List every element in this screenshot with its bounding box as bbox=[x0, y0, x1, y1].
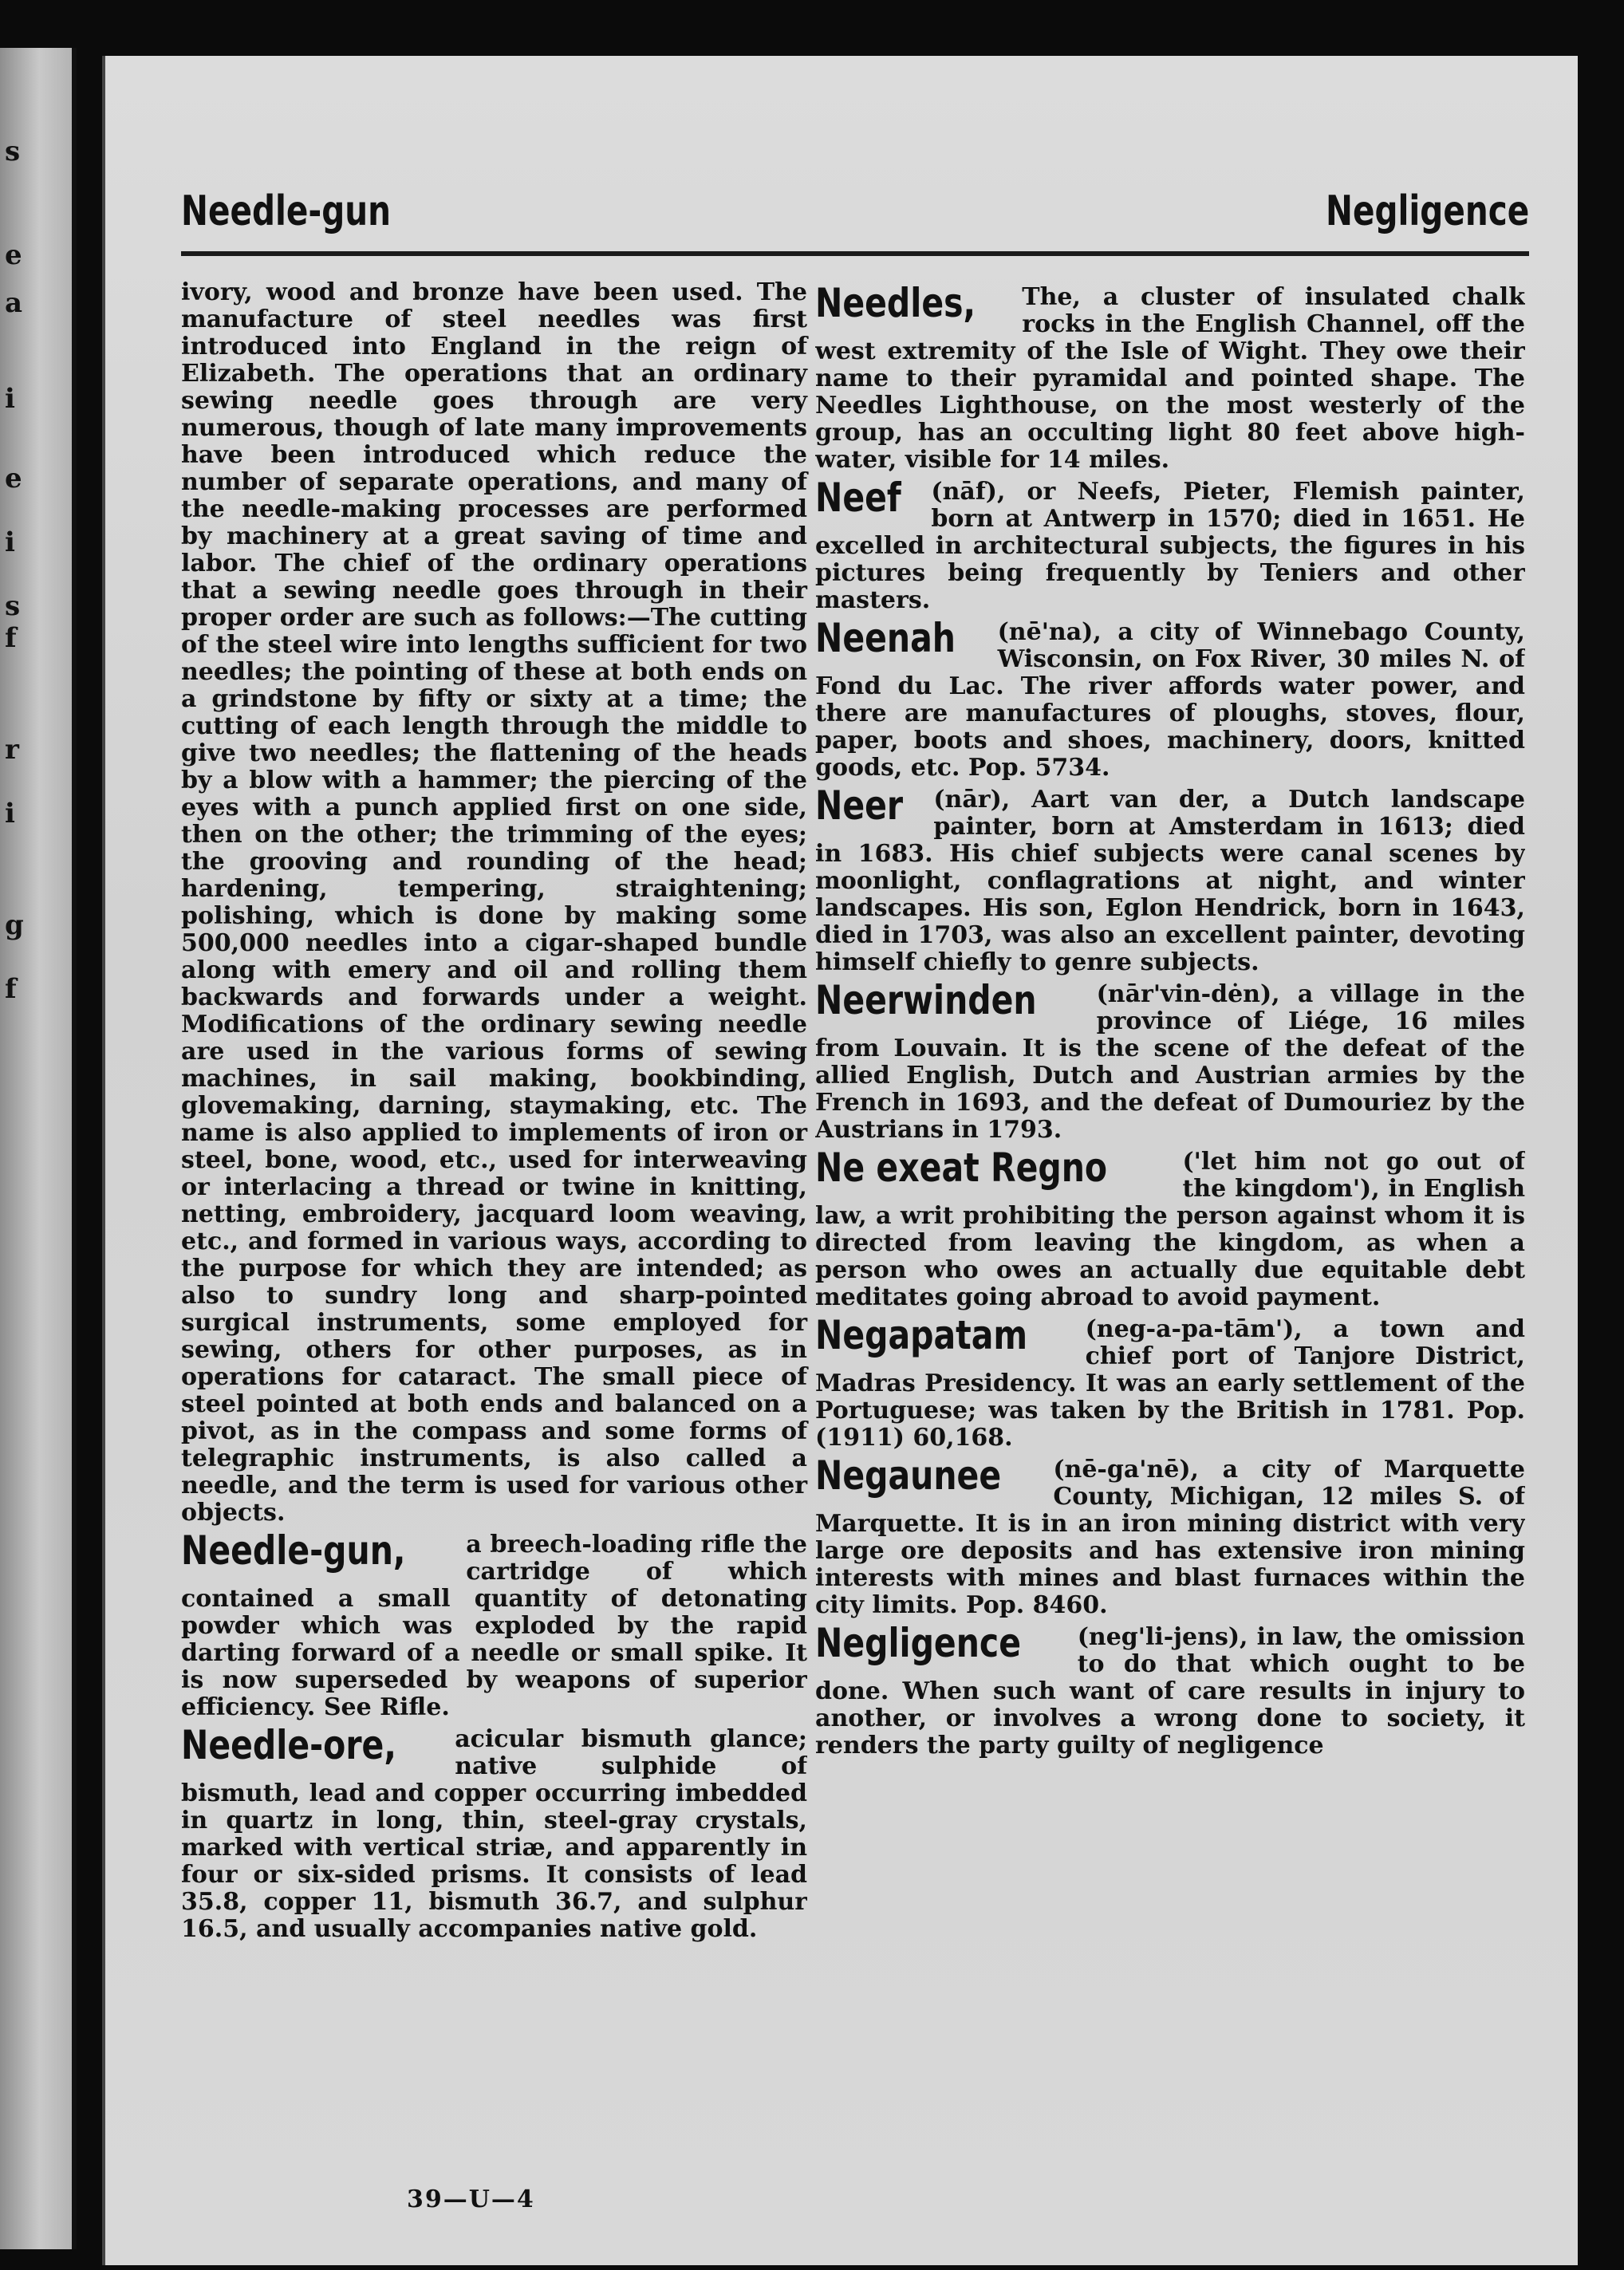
facing-page-fragment: s bbox=[5, 136, 21, 167]
entry-headword: Negapatam bbox=[815, 1316, 1028, 1358]
page-header bbox=[181, 132, 1529, 235]
entry-headword: Neenah bbox=[815, 619, 956, 661]
dictionary-page bbox=[102, 56, 1578, 2265]
header-first-word: Needle-gun bbox=[181, 187, 392, 235]
entry-negligence bbox=[815, 1624, 1525, 1760]
entry-headword: Needle-gun, bbox=[181, 1531, 406, 1574]
entry-headword: Neef bbox=[815, 479, 901, 521]
facing-page-fragment: f bbox=[5, 622, 17, 654]
entry-neef bbox=[815, 479, 1525, 614]
entry-neer bbox=[815, 786, 1525, 976]
header-last-word: Negligence bbox=[1325, 187, 1529, 235]
entry-neerwinden bbox=[815, 981, 1525, 1144]
entry-text: (nār'vin-dėn), a village in the province of Liége, 16 miles from Louvain. It is the scene of the defeat of the allied English, Dutch and Austrian armies by the French in 1693, and the defeat of Dumouriez by the Austrians in 1793. bbox=[815, 981, 1525, 1144]
entry-ne-exeat-regno bbox=[815, 1149, 1525, 1311]
entry-text: The, a cluster of insulated chalk rocks in the English Channel, off the west extremity of the Isle of Wight. They owe their name to their pyramidal and pointed shape. The Needles Lighthouse, on the most westerly of the group, has an occulting light 80 feet above high-water, visible for 14 miles. bbox=[815, 284, 1525, 474]
entry-negaunee bbox=[815, 1456, 1525, 1619]
entry-text: acicular bismuth glance; native sulphide of bismuth, lead and copper occurring imbedded in quartz in long, thin, steel-gray crystals, marked with vertical striæ, and apparently in four or six-sided prisms. It consists of lead 35.8, copper 11, bismuth 36.7, and sulphur 16.5, and usually accompanies native gold. bbox=[181, 1726, 807, 1943]
entry-headword: Needles, bbox=[815, 284, 976, 326]
facing-page-fragment: f bbox=[5, 973, 17, 1005]
entry-text: (neg-a-pa-tām'), a town and chief port of Tanjore District, Madras Presidency. It was an early settlement of the Portuguese; was taken by the British in 1781. Pop. (1911) 60,168. bbox=[815, 1316, 1525, 1452]
continued-entry-text: ivory, wood and bronze have been used. The manufacture of steel needles was first introduced into England in the reign of Elizabeth. The operations that an ordinary sewing needle goes through are very numerous, though of late many improvements have been introduced which reduce the number of separate operations, and many of the needle-making processes are performed by machinery at a great saving of time and labor. The chief of the ordinary operations that a sewing needle goes through in their proper order are such as follows:—The cutting of the steel wire into lengths sufficient for two needles; the pointing of these at both ends on a grindstone by fifty or sixty at a time; the cutting of each length through the middle to give two needles; the flattening of the heads by a blow with a hammer; the piercing of the eyes with a punch applied first on one side, then on the other; the trimming of the eyes; the grooving and rounding of the head; hardening, tempering, straightening; polishing, which is done by making some 500,000 needles into a cigar-shaped bundle along with emery and oil and rolling them backwards and forwards under a weight. Modifications of the ordinary sewing needle are used in the various forms of sewing machines, in sail making, bookbinding, glovemaking, darning, staymaking, etc. The name is also applied to implements of iron or steel, bone, wood, etc., used for interweaving or interlacing a thread or twine in knitting, netting, embroidery, jacquard loom weaving, etc., and formed in various ways, according to the purpose for which they are intended; as also to sundry long and sharp-pointed surgical instruments, some employed for sewing, others for other purposes, as in operations for cataract. The small piece of steel pointed at both ends and balanced on a pivot, as in the compass and some forms of telegraphic instruments, is also called a needle, and the term is used for various other objects. bbox=[181, 278, 807, 1527]
facing-page-edge bbox=[0, 48, 77, 2249]
facing-page-fragment: e bbox=[5, 463, 22, 495]
entry-text: (nē'na), a city of Winnebago County, Wisconsin, on Fox River, 30 miles N. of Fond du Lac. The river affords water power, and there are manufactures of ploughs, stoves, flour, paper, boots and shoes, machinery, doors, knitted goods, etc. Pop. 5734. bbox=[815, 619, 1525, 782]
entry-headword: Negaunee bbox=[815, 1456, 1002, 1499]
facing-page-fragment: g bbox=[5, 909, 24, 941]
entry-headword: Negligence bbox=[815, 1624, 1022, 1666]
facing-page-fragment: i bbox=[5, 526, 15, 558]
printer-signature-mark: 39—U—4 bbox=[407, 2185, 535, 2213]
entry-headword: Needle-ore, bbox=[181, 1726, 396, 1768]
entry-text: a breech-loading rifle the cartridge of which contained a small quantity of detonating powder which was exploded by the rapid darting forward of a needle or small spike. It is now superseded by weapons of superior efficiency. See Rifle. bbox=[181, 1531, 807, 1721]
entry-needle-ore bbox=[181, 1726, 807, 1943]
entry-needle-gun bbox=[181, 1531, 807, 1721]
entry-needles bbox=[815, 284, 1525, 474]
facing-page-fragment: i bbox=[5, 383, 15, 415]
entry-headword: Ne exeat Regno bbox=[815, 1149, 1108, 1191]
entry-text: (neg'li-jens), in law, the omission to do that which ought to be done. When such want of care results in injury to another, or involves a wrong done to society, it renders the party guilty of negligence bbox=[815, 1624, 1525, 1760]
left-column bbox=[181, 279, 807, 1946]
entry-headword: Neer bbox=[815, 786, 904, 829]
facing-page-fragment: i bbox=[5, 798, 15, 830]
entry-text: ('let him not go out of the kingdom'), in English law, a writ prohibiting the person against whom it is directed from leaving the kingdom, as when a person who owes an actually due equitable debt meditates going abroad to avoid payment. bbox=[815, 1149, 1525, 1311]
facing-page-fragment: r bbox=[5, 734, 19, 766]
entry-negapatam bbox=[815, 1316, 1525, 1452]
right-column bbox=[815, 279, 1525, 1763]
header-rule bbox=[181, 251, 1529, 256]
entry-text: (nē-ga'nē), a city of Marquette County, Michigan, 12 miles S. of Marquette. It is in an iron mining district with very large ore deposits and has extensive iron mining interests with mines and blast furnaces within the city limits. Pop. 8460. bbox=[815, 1456, 1525, 1619]
facing-page-fragment: s bbox=[5, 590, 21, 622]
entry-headword: Neerwinden bbox=[815, 981, 1037, 1023]
entry-text: (nār), Aart van der, a Dutch landscape painter, born at Amsterdam in 1613; died in 1683. His chief subjects were canal scenes by moonlight, conflagrations at night, and winter landscapes. His son, Eglon Hendrick, born in 1643, died in 1703, was also an excellent painter, devoting himself chiefly to genre subjects. bbox=[815, 786, 1525, 976]
entry-neenah bbox=[815, 619, 1525, 782]
facing-page-fragment: a bbox=[5, 287, 23, 319]
facing-page-fragment: e bbox=[5, 239, 22, 271]
entry-text: (nāf), or Neefs, Pieter, Flemish painter, born at Antwerp in 1570; died in 1651. He excelled in architectural subjects, the figures in his pictures being frequently by Teniers and other masters. bbox=[815, 479, 1525, 614]
